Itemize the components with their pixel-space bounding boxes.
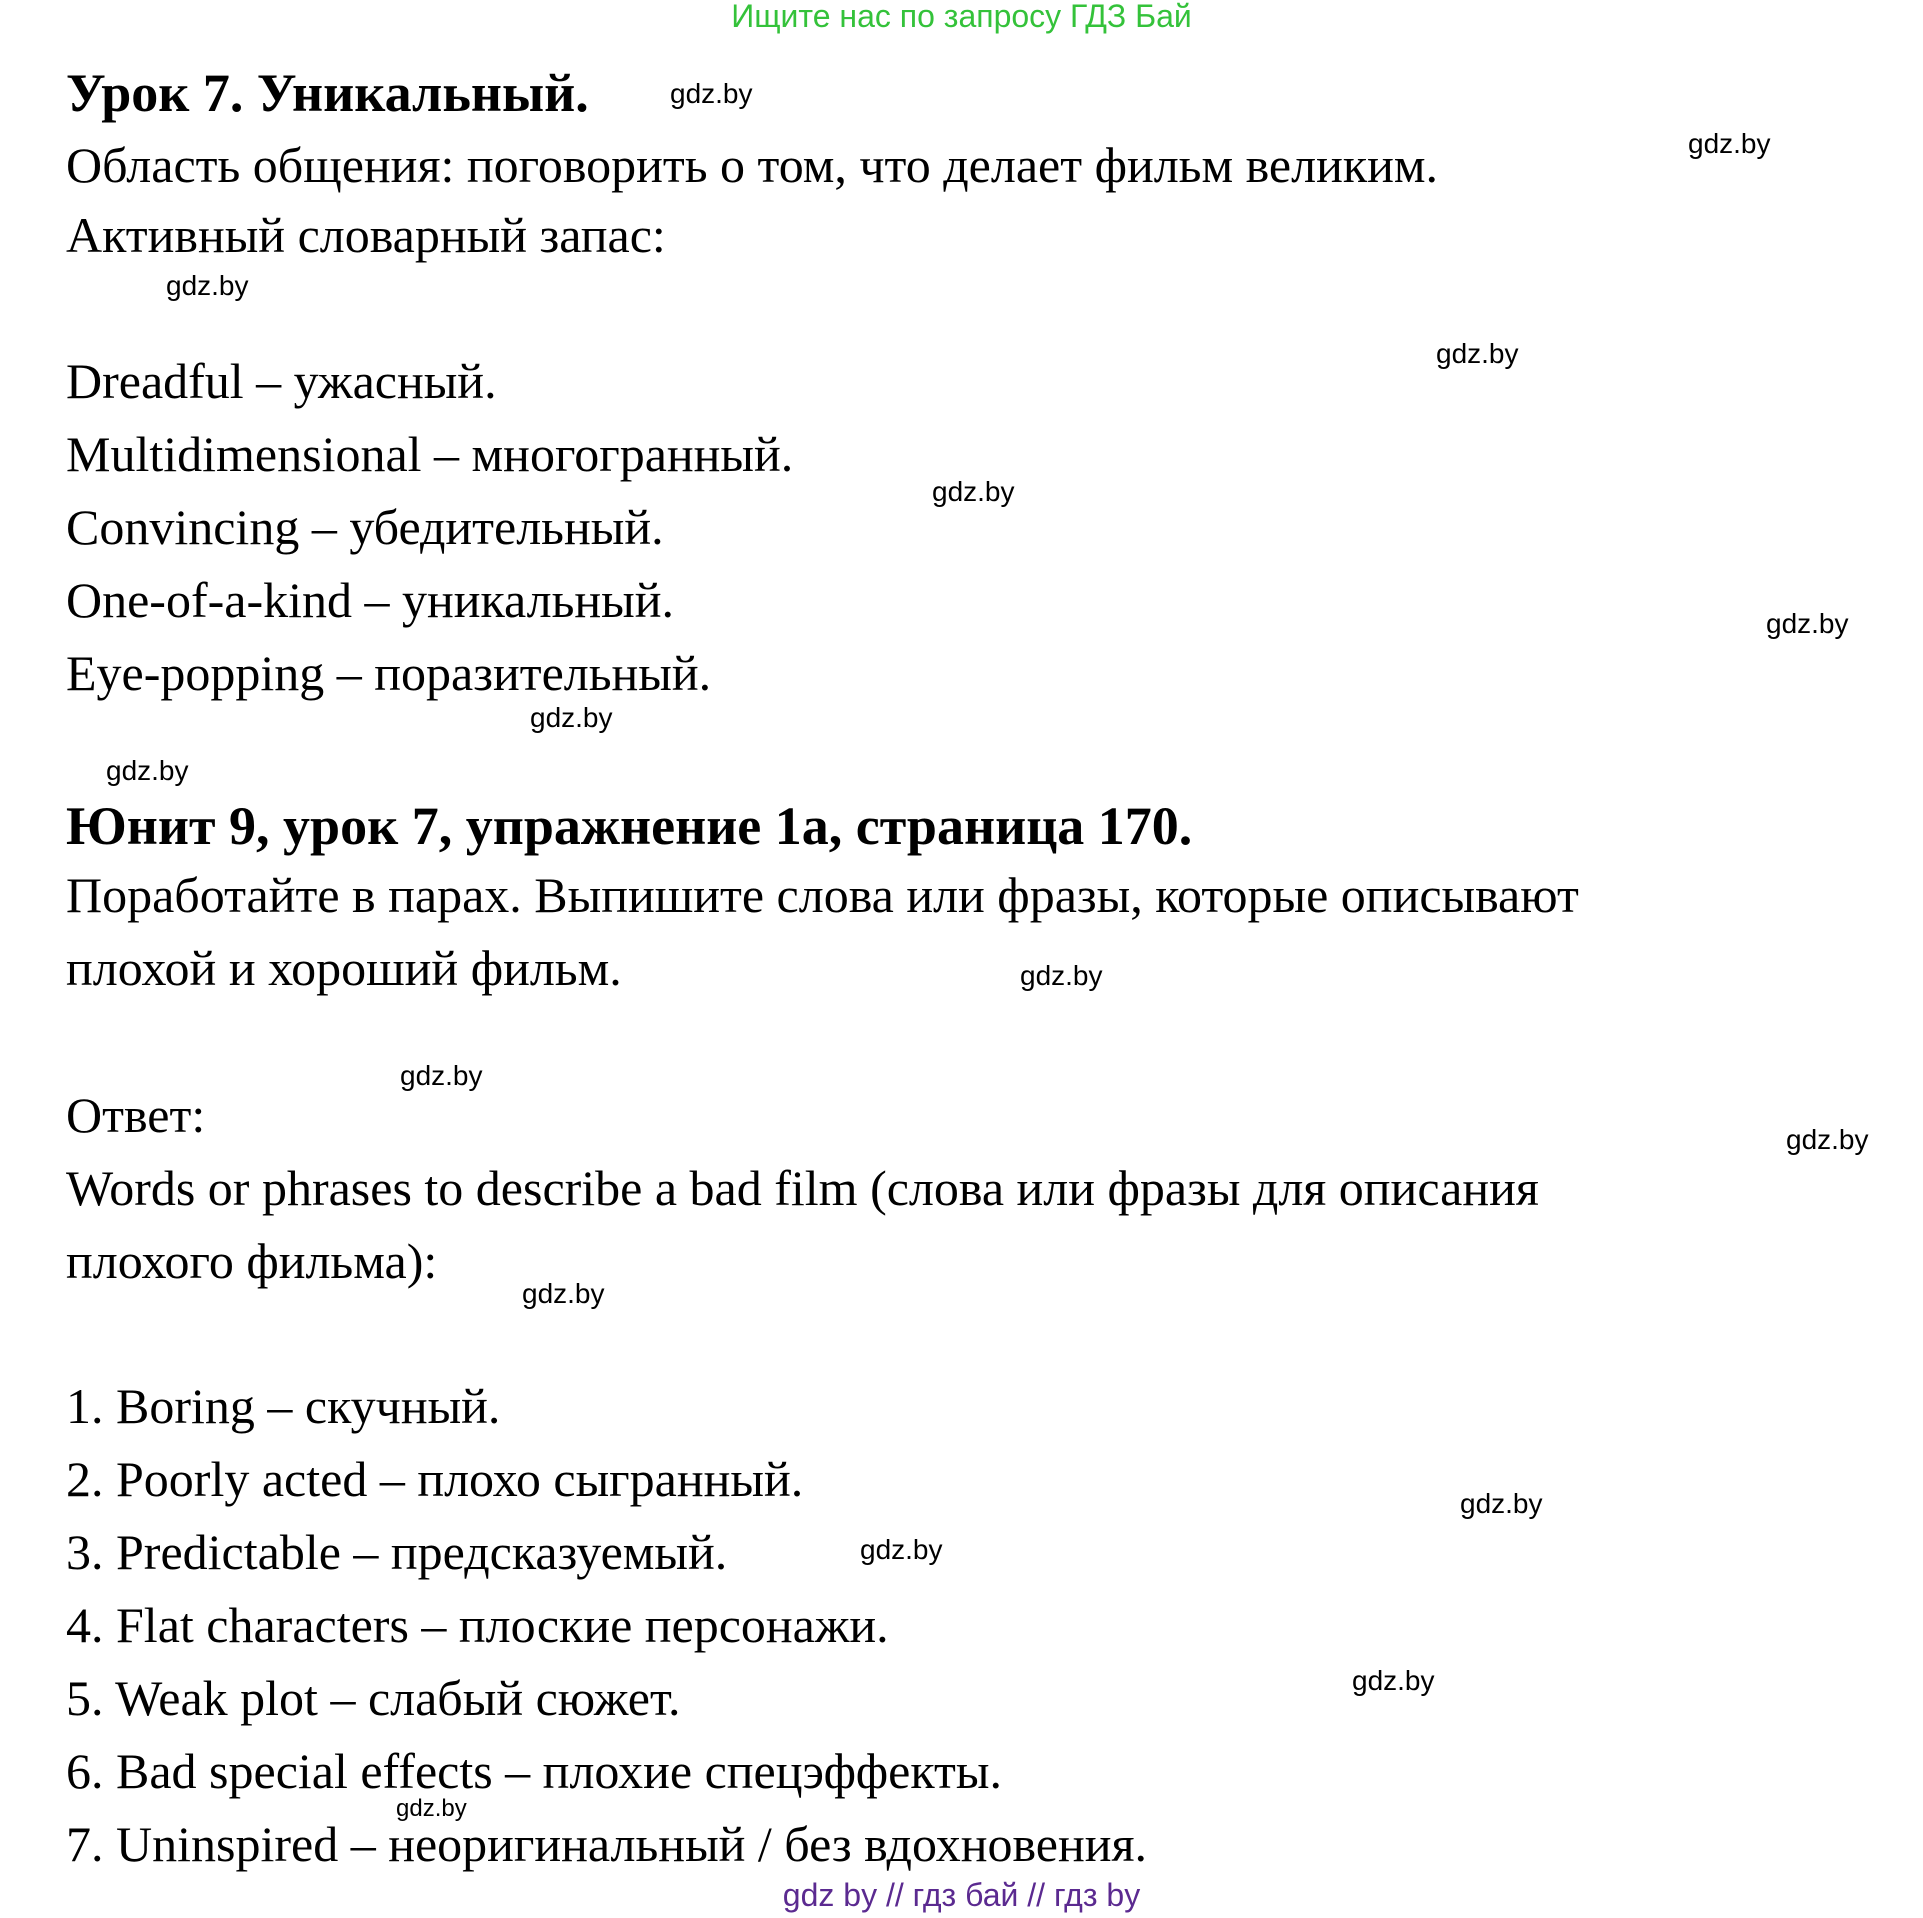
vocab-list xyxy=(66,345,793,710)
lesson-title: Урок 7. Уникальный. xyxy=(66,63,589,123)
watermark: gdz.by xyxy=(1436,338,1519,369)
bad-film-item: 6. Bad special effects – плохие спецэффекты. xyxy=(66,1743,1002,1799)
watermark: gdz.by xyxy=(396,1795,467,1822)
vocab-item: Eye-popping – поразительный. xyxy=(66,645,712,701)
watermark: gdz.by xyxy=(1766,608,1849,639)
active-vocab-label: Активный словарный запас: xyxy=(66,207,666,263)
answer-label: Ответ: xyxy=(66,1087,206,1143)
bad-film-item: 4. Flat characters – плоские персонажи. xyxy=(66,1597,889,1653)
footer-links: gdz by // гдз бай // гдз by xyxy=(782,1877,1141,1913)
communication-area: Область общения: поговорить о том, что делает фильм великим. xyxy=(66,137,1439,193)
bad-film-heading-1: Words or phrases to describe a bad film (слова или фразы для описания xyxy=(66,1160,1539,1216)
bad-film-list xyxy=(66,1370,1147,1881)
watermark: gdz.by xyxy=(530,702,613,733)
top-banner: Ищите нас по запросу ГДЗ Бай xyxy=(731,0,1192,34)
vocab-item: One-of-a-kind – уникальный. xyxy=(66,572,675,628)
watermark: gdz.by xyxy=(670,78,753,109)
watermark: gdz.by xyxy=(1786,1124,1869,1155)
bad-film-item: 7. Uninspired – неоригинальный / без вдохновения. xyxy=(66,1816,1147,1872)
watermark: gdz.by xyxy=(860,1534,943,1565)
bad-film-item: 2. Poorly acted – плохо сыгранный. xyxy=(66,1451,804,1507)
bad-film-item: 3. Predictable – предсказуемый. xyxy=(66,1524,728,1580)
watermark: gdz.by xyxy=(166,270,249,301)
vocab-item: Dreadful – ужасный. xyxy=(66,353,497,409)
watermark: gdz.by xyxy=(106,755,189,786)
watermark: gdz.by xyxy=(1352,1665,1435,1696)
watermark: gdz.by xyxy=(1460,1488,1543,1519)
watermark: gdz.by xyxy=(400,1060,483,1091)
task-line-2: плохой и хороший фильм. xyxy=(66,940,622,996)
exercise-title: Юнит 9, урок 7, упражнение 1а, страница 170. xyxy=(66,796,1193,856)
bad-film-item: 5. Weak plot – слабый сюжет. xyxy=(66,1670,681,1726)
bad-film-item: 1. Boring – скучный. xyxy=(66,1378,501,1434)
vocab-item: Convincing – убедительный. xyxy=(66,499,664,555)
watermark: gdz.by xyxy=(1020,960,1103,991)
watermark: gdz.by xyxy=(932,476,1015,507)
task-line-1: Поработайте в парах. Выпишите слова или фразы, которые описывают xyxy=(66,867,1579,923)
watermark: gdz.by xyxy=(1688,128,1771,159)
bad-film-heading-2: плохого фильма): xyxy=(66,1233,438,1289)
watermark: gdz.by xyxy=(522,1278,605,1309)
vocab-item: Multidimensional – многогранный. xyxy=(66,426,794,482)
